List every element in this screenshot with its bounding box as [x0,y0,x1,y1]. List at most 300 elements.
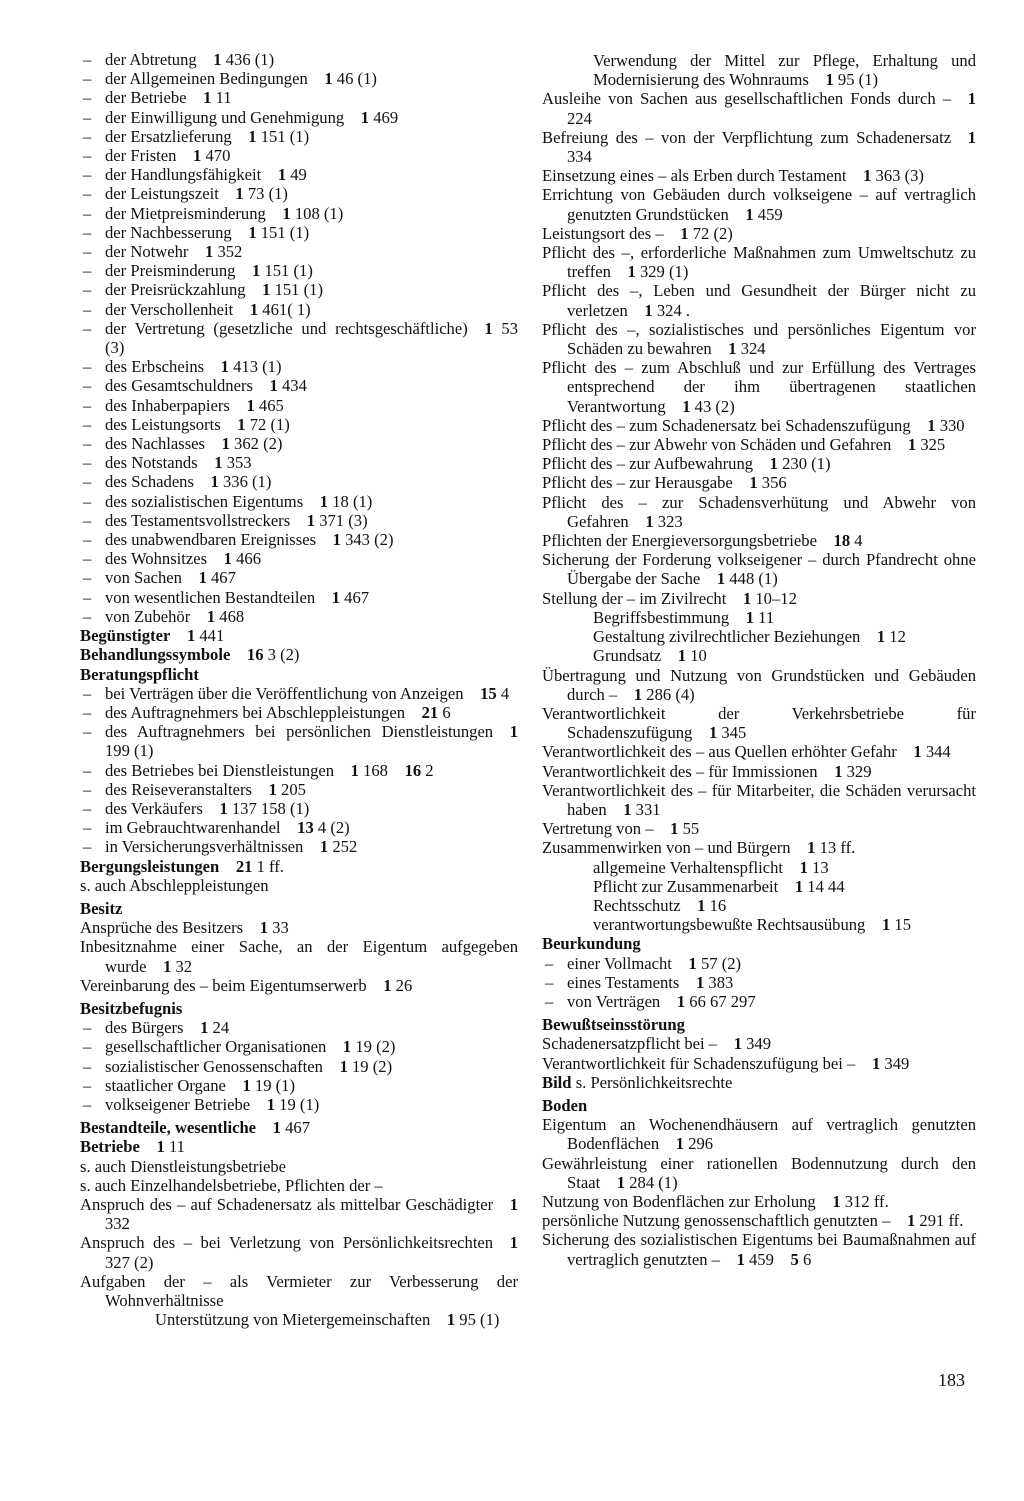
index-term: Nutzung von Bodenflächen zur Erholung [542,1191,816,1211]
page-reference: 1 461( 1) [249,299,311,319]
index-entry [80,857,518,876]
index-term: der Einwilligung und Genehmigung [105,107,345,127]
page-reference: 1 15 [881,915,911,935]
index-entry [80,684,518,703]
index-term: allgemeine Verhaltenspflicht [593,857,783,877]
index-entry [542,954,976,973]
index-entry [80,607,518,626]
dash-marker: – [83,69,92,89]
index-entry [80,376,518,395]
index-term: der Nachbesserung [105,222,232,242]
page-reference: 1 383 [695,972,734,992]
page-reference: 1 19 (2) [342,1037,396,1057]
page-reference: 1 199 (1) [105,722,518,761]
page-reference: 1 296 [675,1134,714,1154]
page-reference: 1 467 [272,1118,310,1138]
index-term: Gestaltung zivilrechtlicher Beziehungen [593,627,861,647]
index-entry [80,127,518,146]
index-term: des Gesamtschuldners [105,376,253,396]
page-reference: 1 13 [799,857,829,877]
page-reference: 1 467 [198,568,236,588]
page-reference: 1 14 44 [794,876,845,896]
page-reference: 1 284 (1) [616,1172,678,1192]
index-entry [80,453,518,472]
index-entry [80,1057,518,1076]
index-entry [80,50,518,69]
page-reference: 1 10 [677,646,707,666]
index-term: der Allgemeinen Bedingungen [105,69,308,89]
index-entry [542,915,976,934]
index-term: Begriffsbestimmung [593,607,730,627]
page-reference: 1 19 (1) [266,1094,320,1114]
index-heading: Besitz [80,898,123,918]
index-term: Pflichten der Energieversorgungsbetriebe [542,531,817,551]
index-term: Befreiung des – von der Verpflichtung zum Schadenersatz [542,127,952,147]
index-term: Vertretung von – [542,819,654,839]
index-heading: Bewußtseinsstörung [542,1015,685,1035]
index-term: Pflicht des –, erforderliche Maßnahmen zum Umweltschutz zu treffen [542,243,976,282]
page-reference: 1 108 (1) [282,203,344,223]
index-term: gesellschaftlicher Organisationen [105,1037,327,1057]
index-entry [80,261,518,280]
index-term: s. auch Einzelhandelsbetriebe, Pflichten der – [80,1175,383,1195]
index-entry [542,589,976,608]
page-reference: 1 329 (1) [627,262,689,282]
dash-marker: – [83,434,92,454]
index-entry [80,300,518,319]
index-entry [80,280,518,299]
dash-marker: – [83,587,92,607]
index-term: der Preisminderung [105,261,236,281]
index-entry [80,1176,518,1195]
index-entry [542,646,976,665]
index-term: des Testamentsvollstreckers [105,510,291,530]
dash-marker: – [83,88,92,108]
index-entry [80,1018,518,1037]
page-reference: 1 137 158 (1) [219,798,310,818]
index-term: volkseigener Betriebe [105,1094,251,1114]
page-reference: 1 230 (1) [769,454,831,474]
index-entry [80,918,518,937]
page-reference: 1 349 [733,1034,772,1054]
index-term: des Wohnsitzes [105,549,208,569]
index-term: Anspruch des – auf Schadenersatz als mittelbar Geschädigter [80,1194,494,1214]
index-entry [542,627,976,646]
page-reference: 1 53 (3) [105,318,518,358]
page-reference: 1 72 (2) [680,223,733,243]
index-entry [542,224,976,243]
index-term: Verantwortlichkeit des – aus Quellen erhöhter Gefahr [542,742,897,762]
dash-marker: – [83,568,92,588]
index-entry [80,1118,518,1137]
index-entry [542,454,976,473]
index-term: Verantwortlichkeit des – für Mitarbeiter, die Schäden verursacht haben [542,780,976,819]
index-term: Gewährleistung einer rationellen Bodennutzung durch den Staat [542,1153,976,1192]
dash-marker: – [83,376,92,396]
page-reference: 1 324 . [644,300,691,320]
page-reference: 1 470 [193,146,231,166]
page-reference: 1 151 (1) [248,222,310,242]
index-term: Grundsatz [593,646,662,666]
dash-marker: – [83,798,92,818]
page-reference: 1 336 (1) [210,472,272,492]
page-reference: 1 468 [206,606,245,626]
dash-marker: – [83,760,92,780]
index-entry [542,934,976,953]
dash-marker: – [83,203,92,223]
index-term: Vereinbarung des – beim Eigentumserwerb [80,975,367,995]
index-term: Pflicht zur Zusammenarbeit [593,876,779,896]
page-reference: 1 16 [697,895,727,915]
index-entry [80,703,518,722]
index-term: Ausleihe von Sachen aus gesellschaftlichen Fonds durch – [542,89,952,109]
dash-marker: – [545,991,554,1011]
page-reference: 1 323 [645,511,683,531]
dash-marker: – [545,953,554,973]
index-heading: Behandlungssymbole [80,645,231,665]
index-term: des Notstands [105,453,198,473]
index-term: Pflicht des – zur Schadensverhütung und Abwehr von Gefahren [542,492,976,531]
index-term: der Preisrückzahlung [105,280,246,300]
page-reference: 1 13 ff. [807,838,856,858]
page-reference: 1 467 [331,587,370,607]
dash-marker: – [83,107,92,127]
index-entry [80,1195,518,1233]
index-entry [80,976,518,995]
page-reference: 1 441 [186,626,225,646]
index-entry [542,742,976,761]
page-reference: 16 3 (2) [246,645,300,665]
dash-marker: – [83,146,92,166]
index-entry [80,204,518,223]
dash-marker: – [83,530,92,550]
dash-marker: – [83,1075,92,1095]
page-reference: 1 151 (1) [252,261,313,281]
index-entry [80,396,518,415]
page-reference: 1 224 [567,89,976,128]
index-entry [542,1192,976,1211]
dash-marker: – [83,1056,92,1076]
dash-marker: – [83,357,92,377]
index-entry [542,416,976,435]
index-term: des sozialistischen Eigentums [105,491,304,511]
index-term: der Handlungsfähigkeit [105,165,262,185]
index-term: Pflicht des – zur Aufbewahrung [542,454,754,474]
index-entry [542,1015,976,1034]
page-reference: 1 353 [214,453,252,473]
page-reference: 1 32 [163,956,193,976]
dash-marker: – [83,453,92,473]
index-entry [80,722,518,760]
dash-marker: – [83,1037,92,1057]
index-entry [80,761,518,780]
index-entry [542,320,976,358]
index-term: Pflicht des –, Leben und Gesundheit der Bürger nicht zu verletzen [542,281,976,320]
page-reference: 1 465 [246,395,284,415]
index-term: im Gebrauchtwarenhandel [105,818,281,838]
index-term: s. Persönlichkeitsrechte [575,1072,733,1092]
index-term: s. auch Dienstleistungsbetriebe [80,1156,286,1176]
index-term: des Leistungsorts [105,414,221,434]
page-reference: 21 6 [421,702,451,722]
dash-marker: – [83,779,92,799]
index-entry [542,762,976,781]
index-term: sozialistischer Genossenschaften [105,1056,323,1076]
index-term: der Vertretung (gesetzliche und rechtsgeschäftliche) [105,318,468,338]
dash-marker: – [83,702,92,722]
page-reference: 5 6 [790,1249,812,1269]
index-term: Schadenersatzpflicht bei – [542,1034,718,1054]
page-reference: 1 33 [259,918,289,938]
page-reference: 1 18 (1) [319,491,373,511]
page-reference: 1 332 [105,1194,518,1234]
page-reference: 1 327 (2) [105,1233,518,1272]
page-reference: 1 291 ff. [906,1211,964,1231]
page-reference: 1 12 [876,627,906,647]
index-entry [542,1073,976,1092]
index-entry [80,69,518,88]
index-entry [80,184,518,203]
index-term: von Sachen [105,568,182,588]
index-term: des Reiseveranstalters [105,779,252,799]
index-term: des unabwendbaren Ereignisses [105,530,317,550]
index-term: Sicherung des sozialistischen Eigentums bei Baumaßnahmen auf vertraglich genutzten – [542,1230,976,1269]
index-term: Aufgaben der – als Vermieter zur Verbesserung der Wohnverhältnisse [80,1271,518,1310]
index-term: von Zubehör [105,606,191,626]
dash-marker: – [83,50,92,69]
index-term: Verantwortlichkeit für Schadenszufügung bei – [542,1053,856,1073]
dash-marker: – [83,472,92,492]
page-reference: 1 151 (1) [248,126,310,146]
index-heading: Bild [542,1072,572,1092]
page-reference: 1 95 (1) [446,1310,500,1330]
page-reference: 1 10–12 [742,588,797,608]
page-reference: 1 334 [567,127,976,167]
right-index-column [542,50,976,1269]
index-term: Verwendung der Mittel zur Pflege, Erhaltung und Modernisierung des Wohnraums [593,51,976,90]
dash-marker: – [83,318,92,338]
index-term: Eigentum an Wochenendhäusern auf vertraglich genutzten Bodenflächen [542,1115,976,1154]
index-entry [542,493,976,531]
index-entry [542,1034,976,1053]
page-reference: 1 11 [156,1137,185,1157]
index-entry [542,358,976,416]
index-heading: Boden [542,1095,588,1115]
index-entry [80,511,518,530]
dash-marker: – [83,299,92,319]
page-reference: 1 286 (4) [633,684,695,704]
index-entry [542,243,976,281]
index-entry [80,492,518,511]
dash-marker: – [83,414,92,434]
index-term: Unterstützung von Mietergemeinschaften [155,1310,431,1330]
index-entry [542,1154,976,1192]
index-entry [80,665,518,684]
page-reference: 18 4 [833,531,863,551]
index-entry [542,473,976,492]
index-entry [80,415,518,434]
index-entry [80,1095,518,1114]
index-entry [542,281,976,319]
page-reference: 1 95 (1) [825,70,879,90]
page-reference: 21 1 ff. [235,856,284,876]
index-entry [80,434,518,453]
index-term: Pflicht des – zum Schadenersatz bei Schadenszufügung [542,415,911,435]
page-reference: 1 356 [749,473,787,493]
page-reference: 1 330 [927,415,965,435]
index-term: Pflicht des – zur Abwehr von Schäden und Gefahren [542,435,892,455]
index-entry [80,1076,518,1095]
index-term: des Inhaberpapiers [105,395,230,415]
index-term: der Ersatzlieferung [105,126,232,146]
index-entry [80,319,518,357]
index-entry [542,781,976,819]
index-entry [80,1272,518,1310]
index-term: staatlicher Organe [105,1075,226,1095]
index-heading: Begünstigter [80,626,171,646]
dash-marker: – [83,165,92,185]
index-entry [80,818,518,837]
page-reference: 1 168 [350,760,388,780]
dash-marker: – [83,818,92,838]
page-reference: 1 72 (1) [237,414,290,434]
index-term: Stellung der – im Zivilrecht [542,588,727,608]
page-number: 183 [938,1370,965,1390]
page-reference: 1 325 [907,435,946,455]
page-reference: 1 324 [728,339,766,359]
dash-marker: – [545,972,554,992]
page-reference: 1 448 (1) [716,569,778,589]
index-entry [542,608,976,627]
page-reference: 1 466 [223,549,261,569]
page-reference: 1 459 [736,1249,774,1269]
index-heading: Besitzbefugnis [80,998,183,1018]
page-reference: 1 345 [708,723,747,743]
index-entry [542,550,976,588]
index-entry [80,549,518,568]
index-entry [80,1157,518,1176]
index-term: Ansprüche des Besitzers [80,918,244,938]
page-reference: 1 469 [360,107,399,127]
index-term: Zusammenwirken von – und Bürgern [542,838,791,858]
dash-marker: – [83,549,92,569]
index-entry [80,588,518,607]
page-reference: 1 436 (1) [213,50,275,69]
dash-marker: – [83,837,92,857]
index-term: Einsetzung eines – als Erben durch Testament [542,166,847,186]
page-reference: 1 66 67 297 [676,991,756,1011]
page-reference: 1 352 [205,242,243,262]
index-term: Verantwortlichkeit der Verkehrsbetriebe für Schadenszufügung [542,703,976,743]
index-term: Sicherung der Forderung volkseigener – durch Pfandrecht ohne Übergabe der Sache [542,550,976,589]
index-term: des Verkäufers [105,798,203,818]
index-term: der Fristen [105,146,177,166]
index-entry [542,896,976,915]
page-reference: 1 329 [834,761,872,781]
index-heading: Beratungspflicht [80,664,199,684]
index-term: des Auftragnehmers bei persönlichen Dienstleistungen [105,722,494,742]
index-term: Errichtung von Gebäuden durch volkseigene – auf vertraglich genutzten Grundstücken [542,185,976,224]
page-reference: 1 11 [745,607,775,627]
page-reference: 1 46 (1) [324,69,377,89]
index-term: des Betriebes bei Dienstleistungen [105,760,335,780]
index-term: des Schadens [105,472,194,492]
page-reference: 16 2 [404,760,434,780]
page-reference: 15 4 [480,683,510,703]
index-entry [80,530,518,549]
dash-marker: – [83,722,92,742]
index-term: verantwortungsbewußte Rechtsausübung [593,915,866,935]
index-entry [542,166,976,185]
page-reference: 1 343 (2) [332,530,394,550]
index-entry [80,146,518,165]
page-reference: 1 344 [913,742,951,762]
page-reference: 1 43 (2) [682,396,735,416]
index-heading: Beurkundung [542,934,641,954]
index-entry [80,837,518,856]
index-term: der Abtretung [105,50,197,69]
page-reference: 1 371 (3) [306,510,368,530]
page-reference: 1 24 [200,1018,230,1038]
index-heading: Bergungsleistungen [80,856,220,876]
dash-marker: – [83,242,92,262]
index-entry [542,128,976,166]
index-entry [80,876,518,895]
index-entry [542,1230,976,1268]
index-term: von wesentlichen Bestandteilen [105,587,316,607]
index-term: Pflicht des – zur Herausgabe [542,473,733,493]
index-entry [542,858,976,877]
page-reference: 1 19 (1) [242,1075,296,1095]
index-term: des Auftragnehmers bei Abschleppleistungen [105,702,405,722]
page-reference: 1 151 (1) [262,280,323,300]
page-reference: 1 331 [623,799,661,819]
dash-marker: – [83,280,92,300]
index-term: des Nachlasses [105,434,205,454]
index-term: der Verschollenheit [105,299,234,319]
index-entry [542,89,976,127]
index-entry [542,1115,976,1153]
dash-marker: – [83,510,92,530]
index-entry [542,1096,976,1115]
left-index-column [80,50,518,1329]
index-term: der Betriebe [105,88,187,108]
page-reference: 1 55 [670,819,700,839]
page-reference: 1 459 [745,204,783,224]
index-entry [80,165,518,184]
index-term: der Mietpreisminderung [105,203,266,223]
page-reference: 1 57 (2) [688,953,742,973]
index-term: von Verträgen [567,991,661,1011]
dash-marker: – [83,222,92,242]
page-reference: 1 349 [871,1053,910,1073]
page-reference: 1 49 [277,165,307,185]
page-reference: 1 26 [383,975,413,995]
index-entry [80,626,518,645]
page-reference: 1 312 ff. [832,1191,889,1211]
index-entry [542,1054,976,1073]
index-term: persönliche Nutzung genossenschaftlich genutzten – [542,1211,891,1231]
index-heading: Bestandteile, wesentliche [80,1118,257,1138]
index-term: s. auch Abschleppleistungen [80,875,269,895]
index-entry [80,645,518,664]
page-reference: 1 73 (1) [235,184,288,204]
index-entry [80,88,518,107]
index-entry [80,999,518,1018]
index-entry [80,108,518,127]
index-entry [80,357,518,376]
dash-marker: – [83,1018,92,1038]
